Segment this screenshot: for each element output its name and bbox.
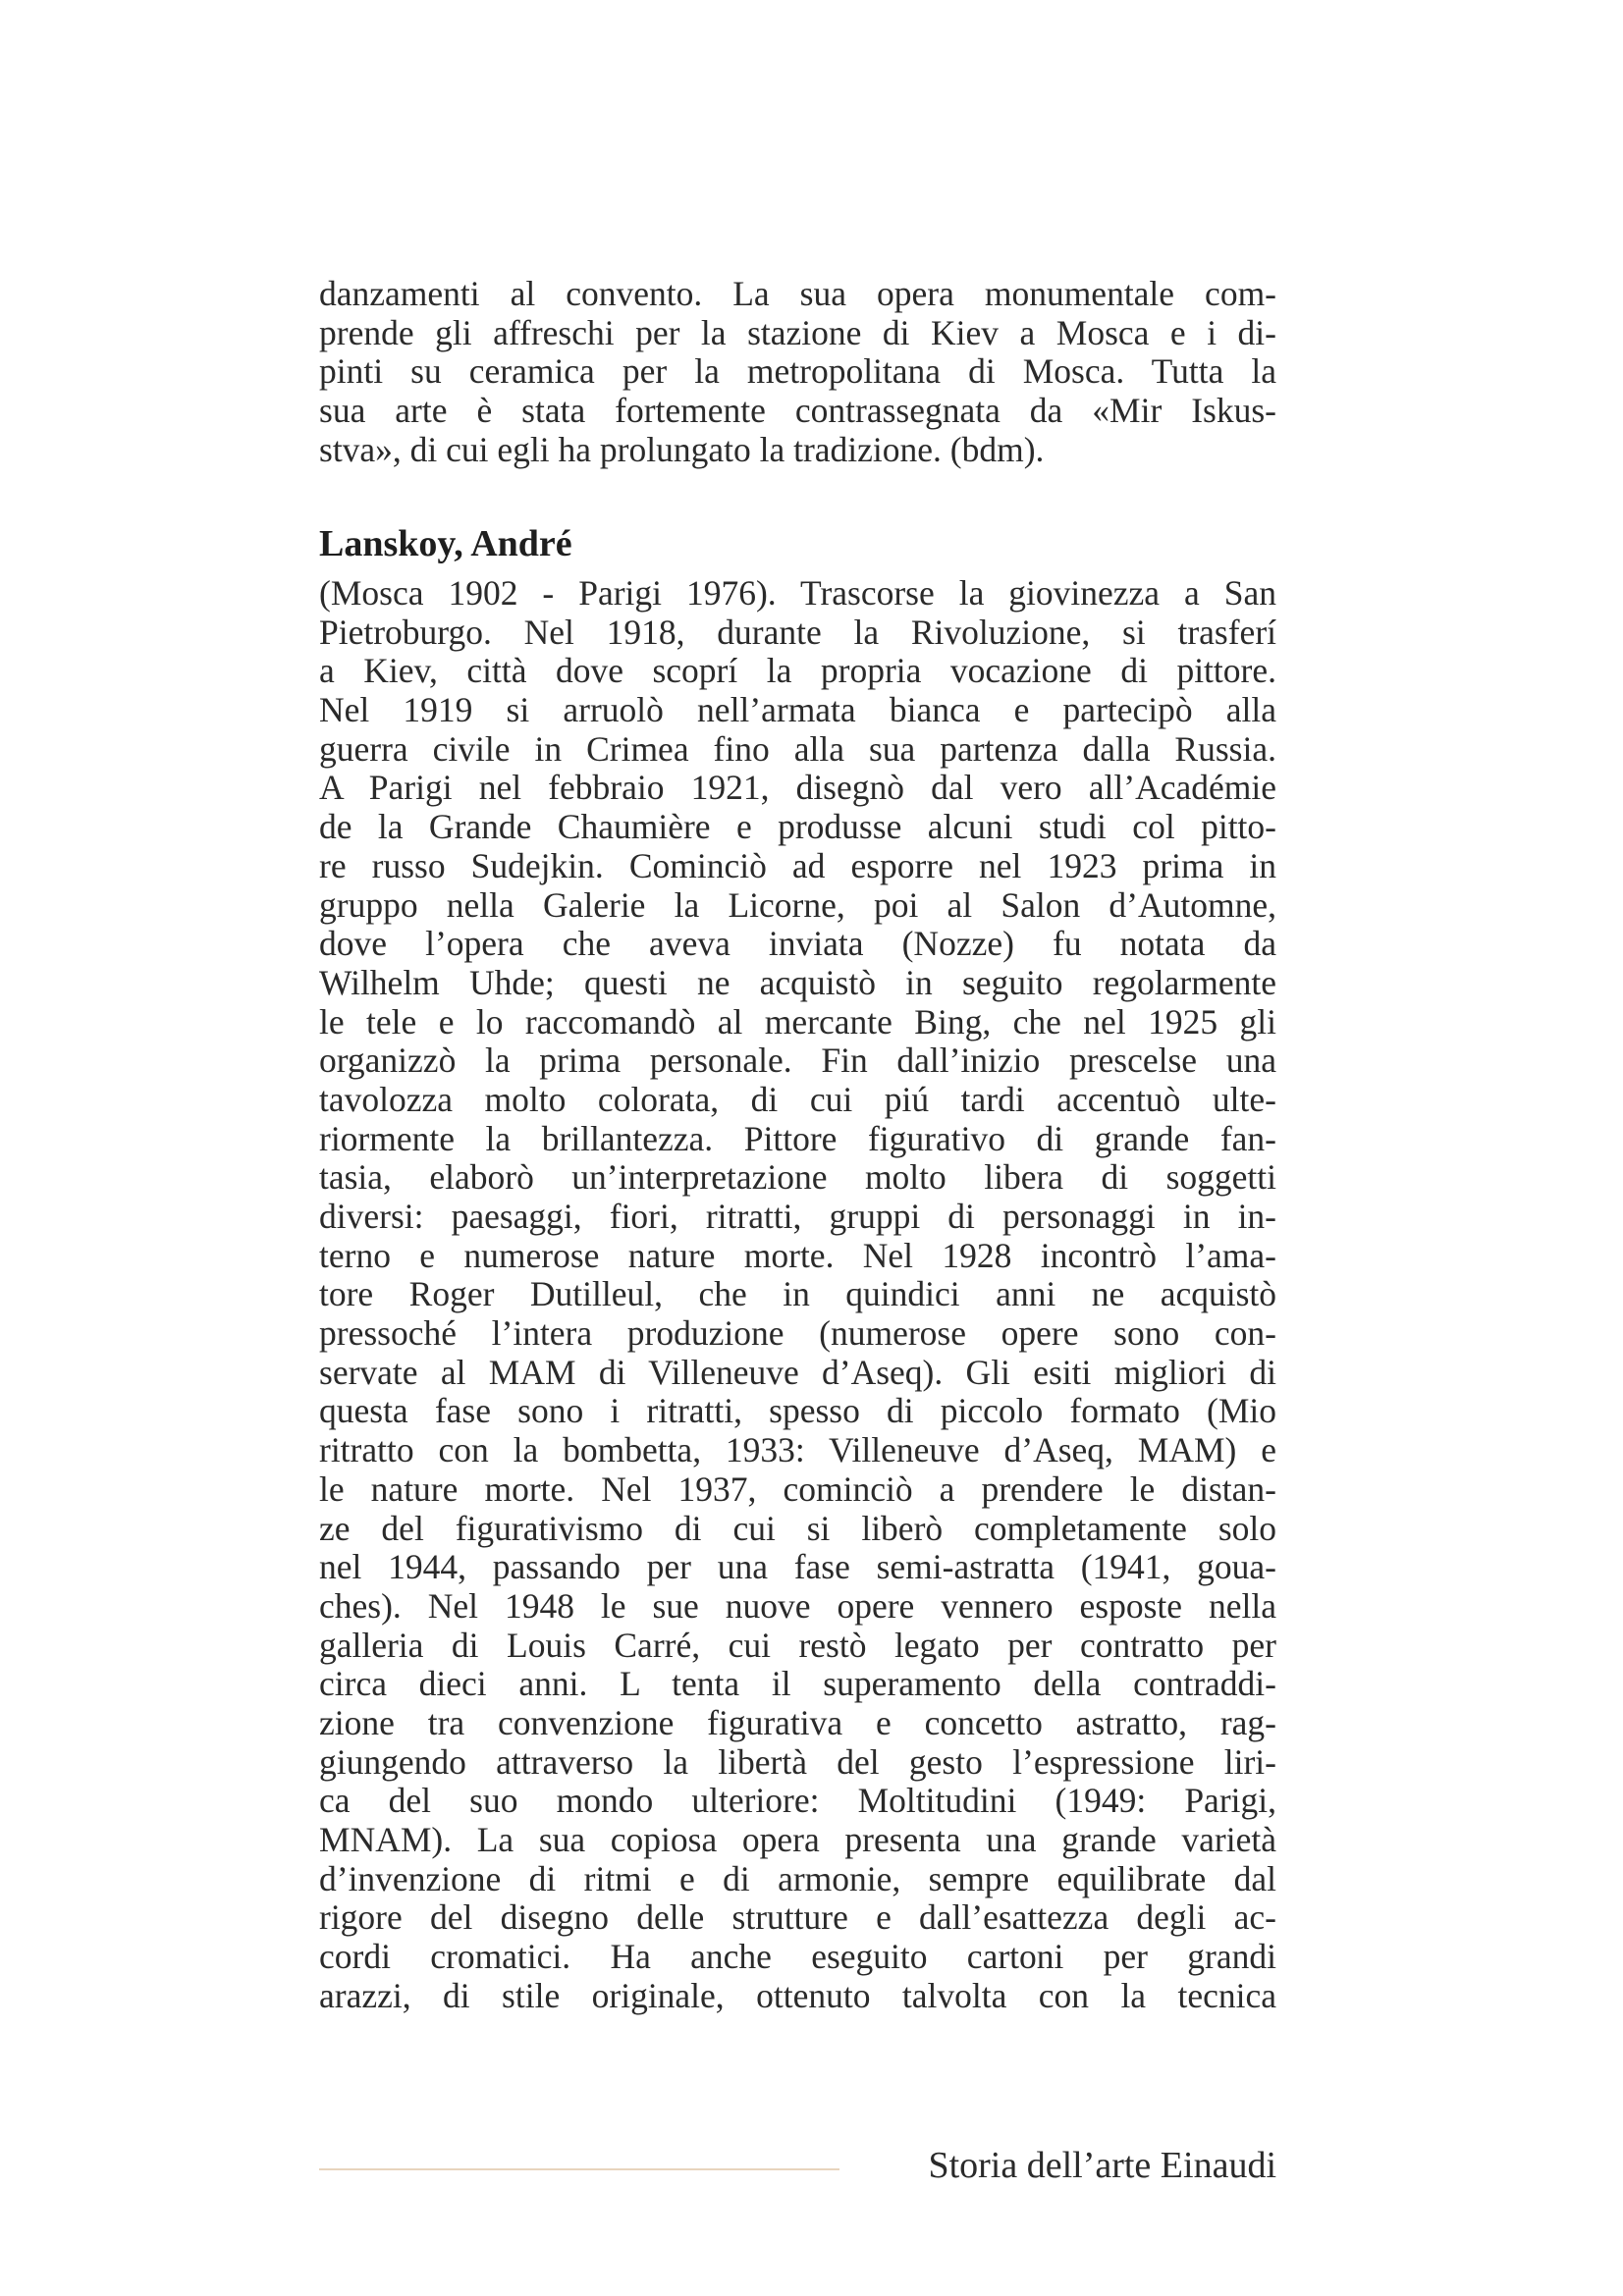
text-line: ca del suo mondo ulteriore: Moltitudini (1949: Parigi,: [319, 1782, 1276, 1821]
intro-paragraph: [319, 275, 1276, 469]
text-line: prende gli affreschi per la stazione di Kiev a Mosca e i di-: [319, 313, 1276, 352]
text-line: Pietroburgo. Nel 1918, durante la Rivoluzione, si trasferí: [319, 613, 1276, 652]
text-line: circa dieci anni. L tenta il superamento della contraddi-: [319, 1665, 1276, 1704]
footer-rule: [319, 2168, 839, 2170]
text-line: dove l’opera che aveva inviata (Nozze) fu notata da: [319, 925, 1276, 964]
text-line: stva», di cui egli ha prolungato la tradizione. (bdm).: [319, 430, 1045, 469]
text-line: a Kiev, città dove scoprí la propria vocazione di pittore.: [319, 652, 1276, 691]
text-line: terno e numerose nature morte. Nel 1928 incontrò l’ama-: [319, 1236, 1276, 1275]
text-line: questa fase sono i ritratti, spesso di piccolo formato (Mio: [319, 1392, 1276, 1431]
text-line: tore Roger Dutilleul, che in quindici anni ne acquistò: [319, 1275, 1276, 1314]
entry-body: [319, 574, 1276, 2015]
footer-publisher: Storia dell’arte Einaudi: [928, 2145, 1276, 2186]
text-line: gruppo nella Galerie la Licorne, poi al Salon d’Automne,: [319, 885, 1276, 925]
text-line: sua arte è stata fortemente contrassegnata da «Mir Iskus-: [319, 392, 1276, 431]
text-line: (Mosca 1902 - Parigi 1976). Trascorse la giovinezza a San: [319, 574, 1276, 613]
text-line: A Parigi nel febbraio 1921, disegnò dal vero all’Académie: [319, 769, 1276, 808]
text-line: cordi cromatici. Ha anche eseguito cartoni per grandi: [319, 1938, 1276, 1977]
text-line: rigore del disegno delle strutture e dall’esattezza degli ac-: [319, 1898, 1276, 1938]
text-line: nel 1944, passando per una fase semi-astratta (1941, goua-: [319, 1548, 1276, 1587]
text-line: galleria di Louis Carré, cui restò legato per contratto per: [319, 1626, 1276, 1665]
text-line: ches). Nel 1948 le sue nuove opere vennero esposte nella: [319, 1586, 1276, 1626]
text-line: tasia, elaborò un’interpretazione molto libera di soggetti: [319, 1158, 1276, 1198]
entry-title: Lanskoy, André: [319, 523, 572, 564]
text-line: riormente la brillantezza. Pittore figurativo di grande fan-: [319, 1119, 1276, 1158]
text-line: servate al MAM di Villeneuve d’Aseq). Gli esiti migliori di: [319, 1353, 1276, 1392]
text-line: tavolozza molto colorata, di cui piú tardi accentuò ulte-: [319, 1080, 1276, 1119]
text-line: diversi: paesaggi, fiori, ritratti, gruppi di personaggi in in-: [319, 1198, 1276, 1236]
text-line: le nature morte. Nel 1937, cominciò a prendere le distan-: [319, 1469, 1276, 1509]
text-line: organizzò la prima personale. Fin dall’inizio prescelse una: [319, 1041, 1276, 1081]
text-line: pressoché l’intera produzione (numerose opere sono con-: [319, 1314, 1276, 1354]
text-line: MNAM). La sua copiosa opera presenta una grande varietà: [319, 1821, 1276, 1859]
text-line: pinti su ceramica per la metropolitana di Mosca. Tutta la: [319, 352, 1276, 392]
text-line: danzamenti al convento. La sua opera monumentale com-: [319, 275, 1276, 313]
text-line: de la Grande Chaumière e produsse alcuni studi col pitto-: [319, 808, 1276, 847]
text-line: zione tra convenzione figurativa e concetto astratto, rag-: [319, 1703, 1276, 1742]
text-line: Nel 1919 si arruolò nell’armata bianca e partecipò alla: [319, 691, 1276, 730]
text-line: ze del figurativismo di cui si liberò completamente solo: [319, 1509, 1276, 1548]
text-line: Wilhelm Uhde; questi ne acquistò in seguito regolarmente: [319, 963, 1276, 1002]
text-line: le tele e lo raccomandò al mercante Bing, che nel 1925 gli: [319, 1002, 1276, 1041]
text-line: guerra civile in Crimea fino alla sua partenza dalla Russia.: [319, 729, 1276, 769]
text-line: ritratto con la bombetta, 1933: Villeneuve d’Aseq, MAM) e: [319, 1431, 1276, 1470]
text-line: arazzi, di stile originale, ottenuto talvolta con la tecnica: [319, 1976, 1276, 2015]
text-line: re russo Sudejkin. Cominciò ad esporre nel 1923 prima in: [319, 846, 1276, 885]
text-line: d’invenzione di ritmi e di armonie, sempre equilibrate dal: [319, 1859, 1276, 1898]
text-line: giungendo attraverso la libertà del gesto l’espressione liri-: [319, 1742, 1276, 1782]
